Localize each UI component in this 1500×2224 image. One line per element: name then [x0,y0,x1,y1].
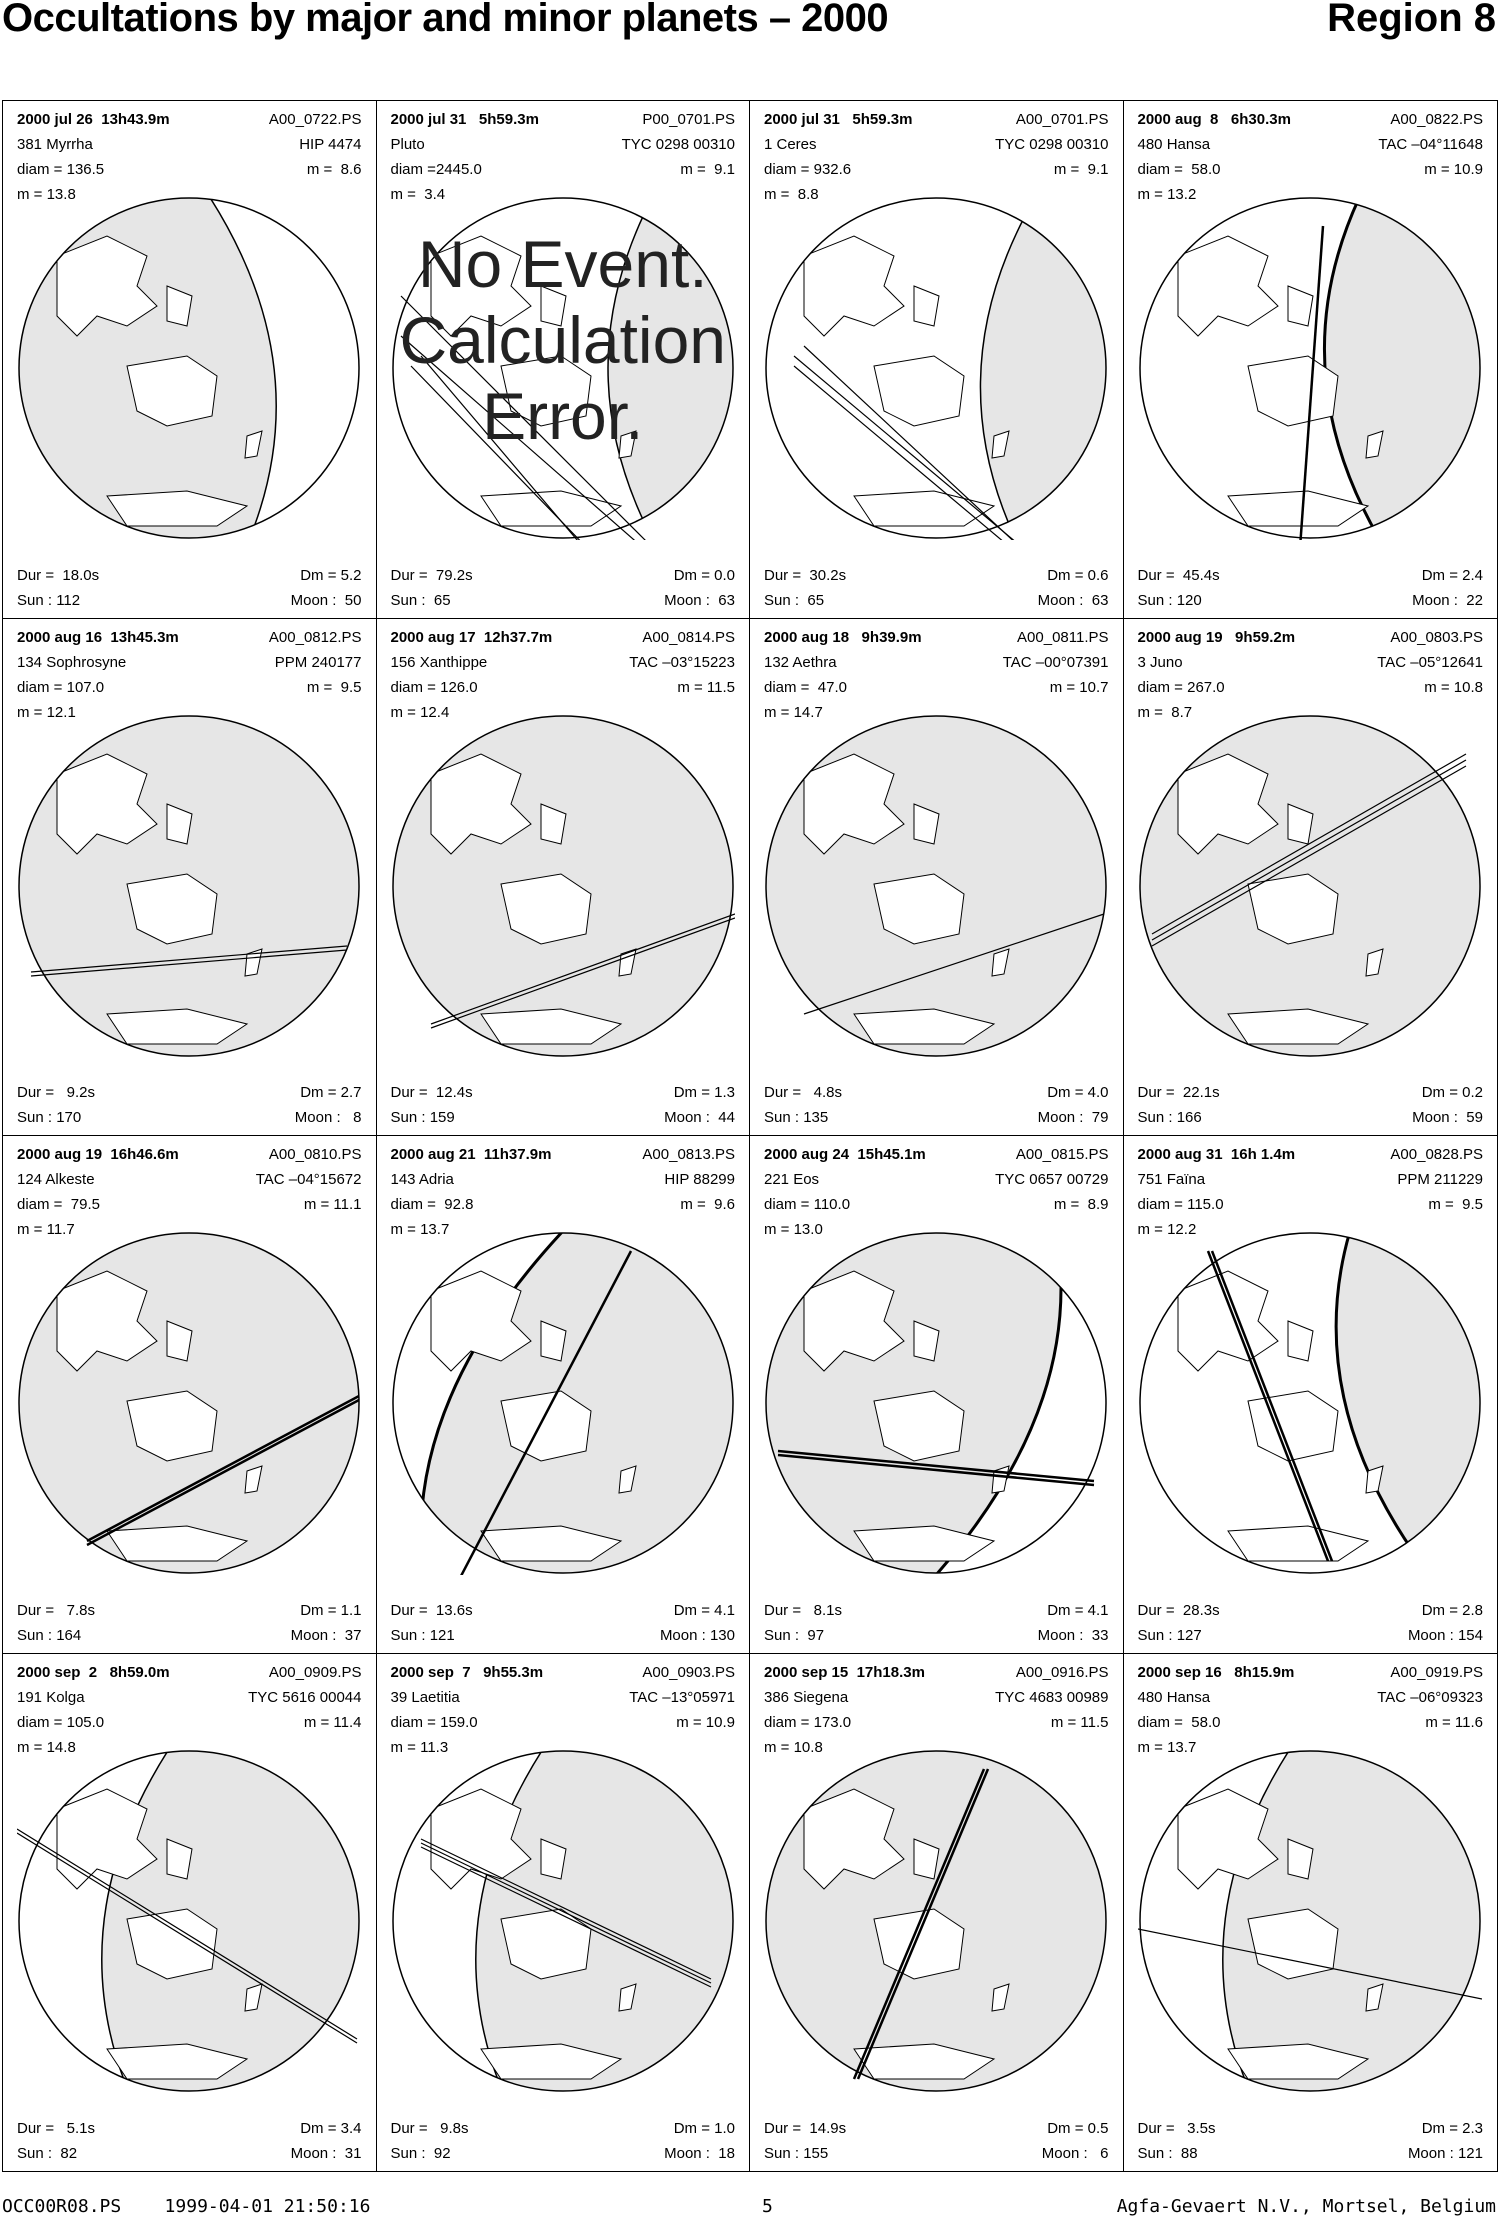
event-star: PPM 211229 [1397,1171,1483,1188]
panel-row [391,157,736,182]
event-panel [3,1136,377,1654]
event-star-magnitude: m = 11.5 [1050,1713,1109,1731]
event-file: A00_0701.PS [1015,111,1109,128]
event-sun-distance: Sun : 164 [17,1626,82,1644]
event-moon-distance: Moon : 44 [664,1109,735,1126]
panel-row [1138,1192,1484,1217]
globe-map [391,1749,735,2093]
event-star: PPM 240177 [274,653,362,671]
event-object: 134 Sophrosyne [17,653,127,671]
event-magnitude-drop: Dm = 1.3 [673,1084,735,1101]
panel-row [17,1623,362,1648]
event-moon-distance: Moon : 22 [1412,591,1483,609]
event-diameter: diam = 47.0 [764,678,847,696]
event-object-magnitude: m = 13.2 [1137,186,1197,203]
panel-row [17,650,362,675]
panel-row [1138,563,1484,588]
footer-publisher: Agfa-Gevaert N.V., Mortsel, Belgium [1116,2196,1496,2217]
event-duration: Dur = 18.0s [17,566,100,584]
event-sun-distance: Sun : 135 [764,1109,829,1126]
event-object-magnitude: m = 12.4 [390,703,450,721]
event-duration: Dur = 13.6s [390,1601,473,1619]
footer-page-number: 5 [762,2196,773,2217]
event-object-magnitude: m = 8.7 [1137,703,1193,721]
page-title: Occultations by major and minor planets – 2000 [2,0,889,40]
event-diameter: diam = 58.0 [1137,1713,1221,1731]
event-duration: Dur = 12.4s [390,1084,473,1101]
panel-row [17,1080,362,1105]
event-diameter: diam = 126.0 [390,678,478,696]
panel-row [764,1623,1109,1648]
panel-row [764,1105,1109,1130]
event-object-magnitude: m = 3.4 [390,186,446,203]
event-object-magnitude: m = 13.7 [390,1221,450,1238]
panel-row [764,650,1109,675]
panel-row [391,1685,736,1710]
event-panel [377,1136,751,1654]
event-sun-distance: Sun : 112 [17,591,81,609]
event-star: TYC 0298 00310 [995,136,1109,153]
panel-row [764,2116,1109,2141]
page-footer [2,2196,1496,2222]
event-date: 2000 sep 16 8h15.9m [1137,1663,1295,1681]
panel-row [1138,1598,1484,1623]
footer-file-timestamp: OCC00R08.PS 1999-04-01 21:50:16 [2,2196,371,2217]
event-date: 2000 sep 2 8h59.0m [17,1663,170,1681]
event-object: 156 Xanthippe [390,653,488,671]
event-panel [1124,101,1498,619]
event-star: HIP 88299 [664,1171,735,1188]
panel-row [1138,1105,1484,1130]
event-date: 2000 sep 15 17h18.3m [764,1663,925,1681]
panel-row [17,1598,362,1623]
event-star-magnitude: m = 9.1 [680,161,735,178]
globe-map [764,1749,1108,2093]
event-sun-distance: Sun : 166 [1137,1109,1202,1126]
panel-row [764,625,1109,650]
event-star-magnitude: m = 11.5 [677,678,735,696]
panel-row [1138,1167,1484,1192]
event-diameter: diam = 105.0 [17,1713,105,1731]
panel-row [764,132,1109,157]
panel-row [764,1660,1109,1685]
event-date: 2000 jul 31 5h59.3m [390,111,539,128]
event-magnitude-drop: Dm = 1.0 [673,2120,735,2137]
event-magnitude-drop: Dm = 0.5 [1047,2120,1109,2137]
no-event-line: Error. [482,379,644,453]
event-star: TAC –03°15223 [629,653,735,671]
panel-row [391,2116,736,2141]
panel-row [391,1623,736,1648]
event-magnitude-drop: Dm = 2.7 [300,1084,362,1101]
event-object-magnitude: m = 13.8 [17,186,76,203]
event-panel [1124,1136,1498,1654]
panel-row [764,1142,1109,1167]
globe-map [17,714,361,1058]
event-star-magnitude: m = 10.8 [1424,678,1483,696]
panel-row [391,107,736,132]
panel-row [391,1142,736,1167]
panel-row [17,563,362,588]
panel-row [1138,1080,1484,1105]
globe-map [391,714,735,1058]
event-star-magnitude: m = 9.5 [1428,1196,1483,1213]
globe-map [17,1749,361,2093]
event-panel [3,1654,377,2172]
event-diameter: diam = 107.0 [17,678,105,696]
event-object: 143 Adria [390,1171,454,1188]
event-panel [1124,1654,1498,2172]
event-panel [750,1654,1124,2172]
event-date: 2000 aug 24 15h45.1m [764,1146,926,1163]
panel-row [764,563,1109,588]
panel-row [17,588,362,613]
event-sun-distance: Sun : 65 [390,591,451,609]
panel-row [391,1167,736,1192]
event-magnitude-drop: Dm = 5.2 [300,566,362,584]
event-star: TAC –06°09323 [1377,1688,1483,1706]
event-star: TYC 0298 00310 [621,136,735,153]
panel-row [17,625,362,650]
event-panel [377,101,751,619]
event-diameter: diam = 110.0 [764,1196,851,1213]
panel-row [17,2141,362,2166]
panel-row [391,675,736,700]
panel-row [764,1598,1109,1623]
event-star-magnitude: m = 10.9 [1424,161,1483,178]
event-object: 751 Faïna [1137,1171,1206,1188]
panel-row [1138,132,1484,157]
panel-row [764,1167,1109,1192]
event-moon-distance: Moon : 6 [1041,2145,1109,2162]
event-panel [3,101,377,619]
event-duration: Dur = 7.8s [17,1601,95,1619]
event-star: TAC –04°11648 [1378,136,1483,153]
event-duration: Dur = 9.8s [390,2120,469,2137]
panel-row [17,1192,362,1217]
event-file: A00_0919.PS [1390,1663,1483,1681]
event-panel [3,619,377,1137]
globe-map [1138,1749,1482,2093]
event-star-magnitude: m = 11.6 [1425,1713,1483,1731]
event-diameter: diam = 136.5 [17,161,105,178]
panel-row [1138,1142,1484,1167]
event-duration: Dur = 28.3s [1137,1601,1220,1619]
event-object: 191 Kolga [17,1688,85,1706]
globe-map [764,196,1108,540]
event-date: 2000 jul 31 5h59.3m [764,111,913,128]
event-star-magnitude: m = 11.4 [303,1713,362,1731]
event-diameter: diam = 159.0 [390,1713,478,1731]
panel-row [17,157,362,182]
event-sun-distance: Sun : 127 [1137,1626,1202,1644]
event-date: 2000 aug 31 16h 1.4m [1137,1146,1296,1163]
event-file: A00_0812.PS [268,628,362,646]
event-file: A00_0813.PS [642,1146,735,1163]
event-file: A00_0909.PS [268,1663,362,1681]
event-diameter: diam =2445.0 [390,161,482,178]
panel-row [391,625,736,650]
event-diameter: diam = 267.0 [1137,678,1225,696]
globe-map [764,1231,1108,1575]
event-diameter: diam = 92.8 [390,1196,474,1213]
event-date: 2000 aug 18 9h39.9m [764,628,922,646]
panel-row [1138,2116,1484,2141]
panel-row [1138,157,1484,182]
event-panel [377,619,751,1137]
event-file: A00_0810.PS [268,1146,362,1163]
event-magnitude-drop: Dm = 1.1 [300,1601,362,1619]
event-duration: Dur = 3.5s [1137,2120,1216,2137]
panel-row [391,1105,736,1130]
event-duration: Dur = 8.1s [764,1601,842,1619]
event-diameter: diam = 79.5 [17,1196,100,1213]
event-star: TAC –00°07391 [1002,653,1109,671]
event-moon-distance: Moon : 50 [290,591,362,609]
event-date: 2000 aug 19 16h46.6m [17,1146,179,1163]
event-object: 1 Ceres [764,136,817,153]
event-star-magnitude: m = 10.7 [1049,678,1109,696]
event-magnitude-drop: Dm = 0.6 [1047,566,1109,584]
region-label: Region 8 [1327,0,1496,40]
panel-row [391,1710,736,1735]
panel-row [391,563,736,588]
event-sun-distance: Sun : 120 [1137,591,1202,609]
event-moon-distance: Moon : 63 [1037,591,1109,609]
event-date: 2000 jul 26 13h43.9m [17,111,170,128]
panel-row [1138,675,1484,700]
event-magnitude-drop: Dm = 4.1 [1047,1601,1109,1619]
event-date: 2000 aug 16 13h45.3m [17,628,179,646]
panel-row [764,588,1109,613]
event-star: TYC 4683 00989 [995,1688,1109,1706]
panel-row [764,2141,1109,2166]
panel-row [1138,588,1484,613]
event-duration: Dur = 5.1s [17,2120,95,2137]
event-diameter: diam = 58.0 [1137,161,1221,178]
event-diameter: diam = 115.0 [1137,1196,1224,1213]
event-magnitude-drop: Dm = 2.8 [1421,1601,1483,1619]
panel-row [1138,1660,1484,1685]
panel-row [391,1660,736,1685]
event-object: 386 Siegena [764,1688,849,1706]
event-file: A00_0822.PS [1390,111,1483,128]
event-star: TAC –04°15672 [255,1171,362,1188]
event-object-magnitude: m = 12.2 [1137,1221,1197,1238]
event-file: P00_0701.PS [642,111,735,128]
event-object-magnitude: m = 13.7 [1137,1738,1197,1756]
event-panel [750,101,1124,619]
panel-row [17,1167,362,1192]
event-moon-distance: Moon : 63 [664,591,735,609]
event-duration: Dur = 4.8s [764,1084,842,1101]
globe-map [1138,714,1482,1058]
event-magnitude-drop: Dm = 0.0 [673,566,735,584]
event-moon-distance: Moon : 59 [1412,1109,1483,1126]
no-event-line: No Event. [417,227,708,301]
events-grid [2,100,1498,2172]
panel-row [391,650,736,675]
event-sun-distance: Sun : 82 [17,2145,78,2162]
event-panel [1124,619,1498,1137]
panel-row [17,132,362,157]
panel-row [391,1080,736,1105]
panel-row [17,1710,362,1735]
event-sun-distance: Sun : 97 [764,1626,825,1644]
globe-map [764,714,1108,1058]
event-star-magnitude: m = 9.6 [680,1196,735,1213]
event-object-magnitude: m = 13.0 [764,1221,823,1238]
event-panel [750,1136,1124,1654]
event-file: A00_0811.PS [1017,628,1109,646]
panel-row [764,675,1109,700]
event-star-magnitude: m = 8.9 [1053,1196,1109,1213]
event-sun-distance: Sun : 88 [1137,2145,1198,2162]
panel-row [17,1660,362,1685]
panel-row [764,1192,1109,1217]
event-date: 2000 aug 19 9h59.2m [1137,628,1296,646]
panel-row [391,132,736,157]
panel-row [764,1685,1109,1710]
event-object: Pluto [390,136,425,153]
event-magnitude-drop: Dm = 2.4 [1421,566,1483,584]
panel-row [1138,625,1484,650]
panel-row [391,2141,736,2166]
event-sun-distance: Sun : 92 [390,2145,451,2162]
event-object: 480 Hansa [1137,1688,1211,1706]
panel-row [391,1192,736,1217]
event-duration: Dur = 79.2s [390,566,473,584]
event-star-magnitude: m = 9.1 [1053,161,1109,178]
event-diameter: diam = 932.6 [764,161,852,178]
event-magnitude-drop: Dm = 0.2 [1421,1084,1483,1101]
event-file: A00_0722.PS [268,111,362,128]
event-moon-distance: Moon : 154 [1407,1626,1483,1644]
event-object: 124 Alkeste [17,1171,95,1188]
event-date: 2000 aug 21 11h37.9m [390,1146,552,1163]
event-panel [750,619,1124,1137]
event-magnitude-drop: Dm = 3.4 [300,2120,362,2137]
event-date: 2000 sep 7 9h55.3m [390,1663,544,1681]
event-object: 480 Hansa [1137,136,1211,153]
event-moon-distance: Moon : 79 [1037,1109,1109,1126]
event-duration: Dur = 9.2s [17,1084,95,1101]
event-sun-distance: Sun : 170 [17,1109,82,1126]
event-duration: Dur = 30.2s [764,566,847,584]
event-star-magnitude: m = 10.9 [676,1713,735,1731]
event-panel [377,1654,751,2172]
globe-map [391,1231,735,1575]
event-date: 2000 aug 17 12h37.7m [390,628,553,646]
event-moon-distance: Moon : 130 [659,1626,735,1644]
event-object-magnitude: m = 14.7 [764,703,823,721]
event-diameter: diam = 173.0 [764,1713,852,1731]
globe-map [17,1231,361,1575]
panel-row [1138,1623,1484,1648]
event-sun-distance: Sun : 159 [390,1109,455,1126]
panel-row [17,2116,362,2141]
event-moon-distance: Moon : 8 [294,1109,362,1126]
event-star: TAC –05°12641 [1377,653,1483,671]
event-file: A00_0828.PS [1390,1146,1483,1163]
event-file: A00_0815.PS [1015,1146,1109,1163]
event-star-magnitude: m = 9.5 [306,678,362,696]
event-duration: Dur = 22.1s [1137,1084,1220,1101]
event-object-magnitude: m = 14.8 [17,1738,76,1756]
panel-row [1138,2141,1484,2166]
panel-row [764,1080,1109,1105]
event-star-magnitude: m = 8.6 [306,161,362,178]
event-object-magnitude: m = 10.8 [764,1738,823,1756]
globe-map [1138,196,1482,540]
event-sun-distance: Sun : 121 [390,1626,455,1644]
globe-map [1138,1231,1482,1575]
panel-row [1138,1710,1484,1735]
panel-row [17,1685,362,1710]
event-object: 221 Eos [764,1171,820,1188]
event-duration: Dur = 45.4s [1137,566,1220,584]
event-star-magnitude: m = 11.1 [303,1196,362,1213]
event-magnitude-drop: Dm = 4.1 [673,1601,735,1619]
panel-row [391,588,736,613]
panel-row [1138,650,1484,675]
event-moon-distance: Moon : 33 [1037,1626,1109,1644]
event-object: 39 Laetitia [390,1688,460,1706]
globe-map [17,196,361,540]
event-sun-distance: Sun : 155 [764,2145,829,2162]
event-object-magnitude: m = 12.1 [17,703,76,721]
event-object-magnitude: m = 11.7 [17,1221,75,1238]
panel-row [764,1710,1109,1735]
panel-row [1138,1685,1484,1710]
panel-row [17,107,362,132]
event-moon-distance: Moon : 31 [290,2145,362,2162]
event-file: A00_0814.PS [642,628,735,646]
event-magnitude-drop: Dm = 4.0 [1047,1084,1109,1101]
event-file: A00_0916.PS [1015,1663,1109,1681]
panel-row [17,675,362,700]
event-moon-distance: Moon : 18 [664,2145,735,2162]
event-magnitude-drop: Dm = 2.3 [1421,2120,1483,2137]
event-duration: Dur = 14.9s [764,2120,847,2137]
event-object: 3 Juno [1137,653,1183,671]
event-star: HIP 4474 [299,136,362,153]
event-object-magnitude: m = 8.8 [764,186,819,203]
event-moon-distance: Moon : 121 [1407,2145,1483,2162]
panel-row [391,1598,736,1623]
event-object: 381 Myrrha [17,136,93,153]
event-date: 2000 aug 8 6h30.3m [1137,111,1291,128]
event-file: A00_0803.PS [1390,628,1483,646]
event-star: TAC –13°05971 [629,1688,735,1706]
panel-row [17,1105,362,1130]
event-star: TYC 0657 00729 [995,1171,1109,1188]
no-event-line: Calculation [399,303,727,377]
event-object-magnitude: m = 11.3 [390,1738,449,1756]
event-sun-distance: Sun : 65 [764,591,825,609]
panel-row [17,1142,362,1167]
event-object: 132 Aethra [764,653,837,671]
panel-row [1138,107,1484,132]
event-moon-distance: Moon : 37 [290,1626,362,1644]
event-star: TYC 5616 00044 [248,1688,362,1706]
no-event-notice [377,226,750,454]
panel-row [764,157,1109,182]
event-file: A00_0903.PS [642,1663,735,1681]
panel-row [764,107,1109,132]
